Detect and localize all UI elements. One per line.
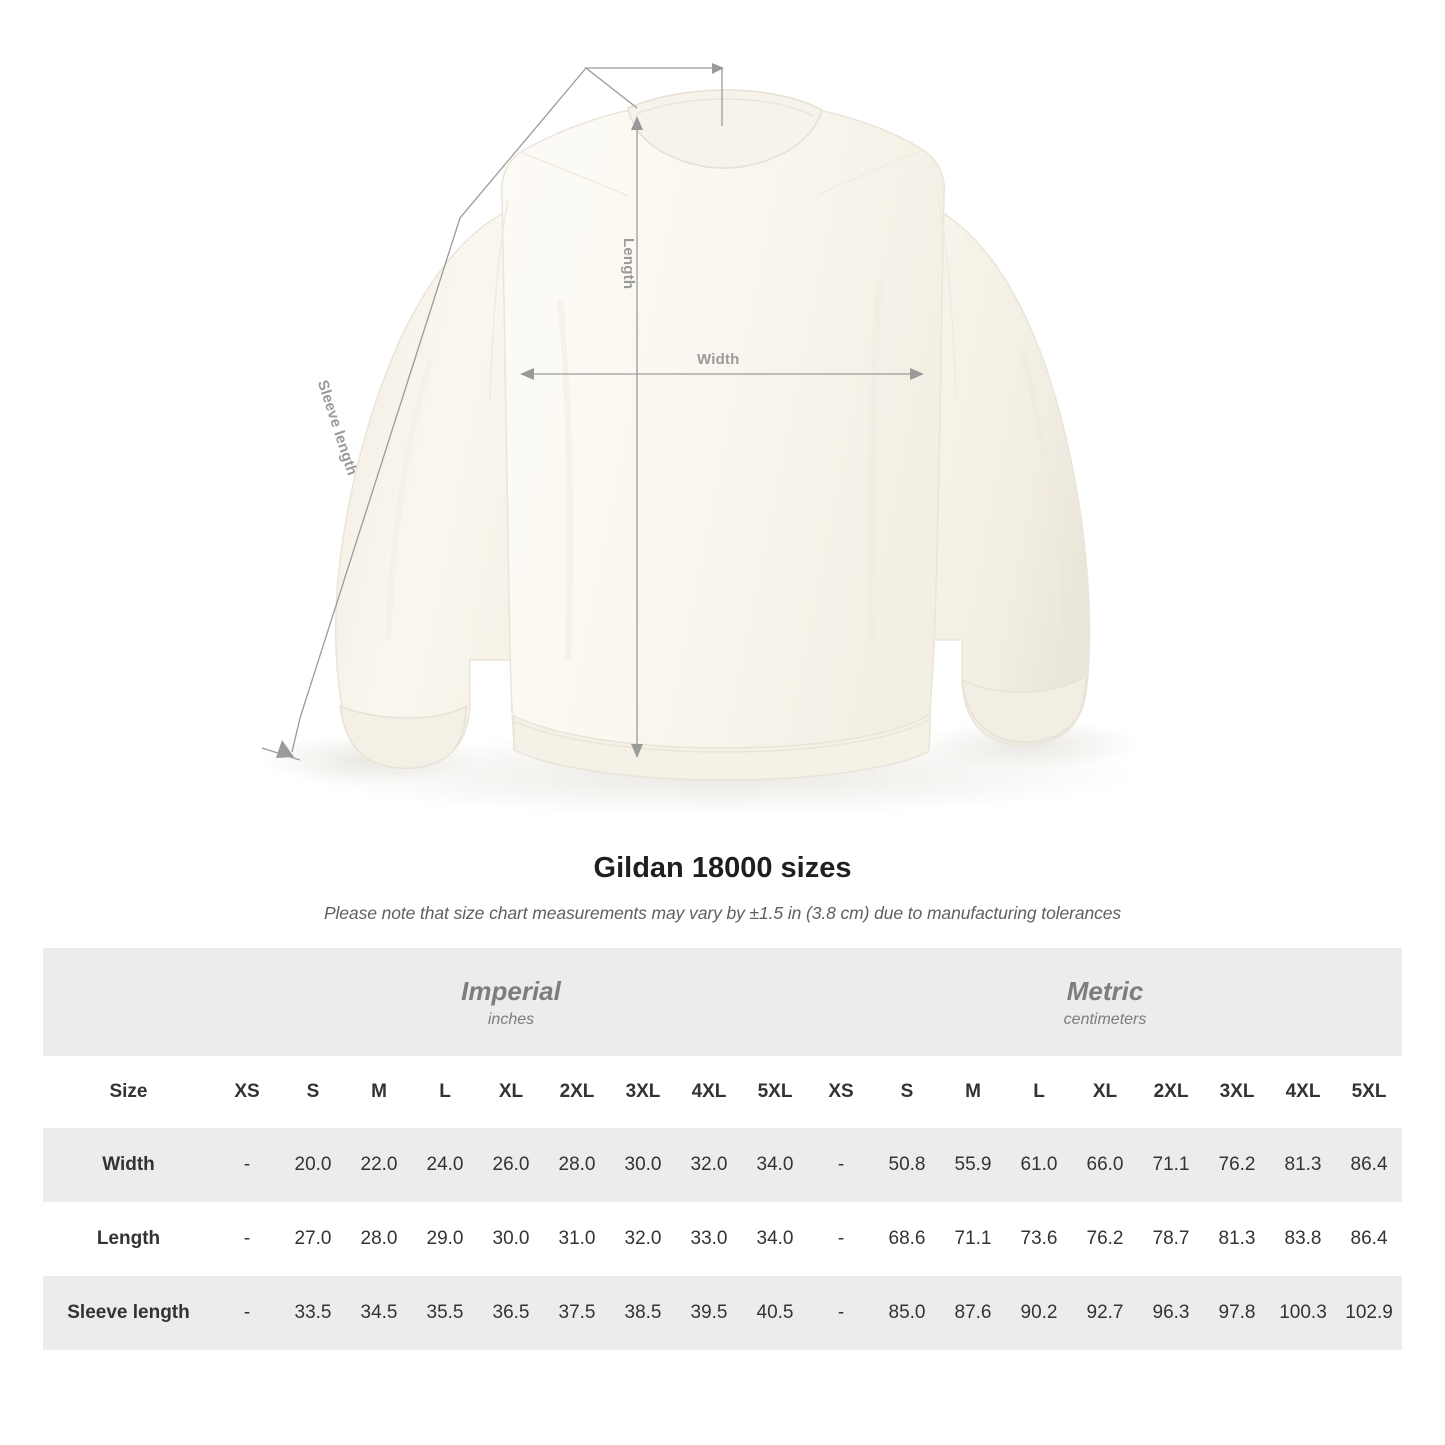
size-header-met-1: S [874, 1056, 940, 1128]
cell-length-met-4: 76.2 [1072, 1202, 1138, 1276]
cell-sleeve-met-5: 96.3 [1138, 1276, 1204, 1350]
row-label-sleeve-length: Sleeve length [43, 1276, 214, 1350]
size-header-met-7: 4XL [1270, 1056, 1336, 1128]
cell-length-met-7: 83.8 [1270, 1202, 1336, 1276]
size-column-header: Size [43, 1056, 214, 1128]
cell-length-imp-6: 32.0 [610, 1202, 676, 1276]
size-header-met-5: 2XL [1138, 1056, 1204, 1128]
row-label-length: Length [43, 1202, 214, 1276]
cell-width-imp-7: 32.0 [676, 1128, 742, 1202]
cell-sleeve-imp-6: 38.5 [610, 1276, 676, 1350]
cell-length-met-2: 71.1 [940, 1202, 1006, 1276]
size-header-imp-2: M [346, 1056, 412, 1128]
width-dimension-label: Width [697, 351, 740, 368]
size-header-imp-6: 3XL [610, 1056, 676, 1128]
cell-sleeve-met-3: 90.2 [1006, 1276, 1072, 1350]
cell-width-imp-5: 28.0 [544, 1128, 610, 1202]
cell-width-met-7: 81.3 [1270, 1128, 1336, 1202]
cell-length-imp-0: - [214, 1202, 280, 1276]
size-header-imp-0: XS [214, 1056, 280, 1128]
size-table-container [43, 948, 1402, 1350]
size-header-met-6: 3XL [1204, 1056, 1270, 1128]
cell-width-imp-4: 26.0 [478, 1128, 544, 1202]
cell-sleeve-imp-1: 33.5 [280, 1276, 346, 1350]
cell-width-met-4: 66.0 [1072, 1128, 1138, 1202]
cell-width-imp-8: 34.0 [742, 1128, 808, 1202]
cell-length-met-6: 81.3 [1204, 1202, 1270, 1276]
cell-sleeve-met-2: 87.6 [940, 1276, 1006, 1350]
size-header-met-4: XL [1072, 1056, 1138, 1128]
tolerance-note: Please note that size chart measurements may vary by ±1.5 in (3.8 cm) due to manufacturing tolerances [323, 903, 1122, 923]
cell-width-imp-0: - [214, 1128, 280, 1202]
cell-length-imp-1: 27.0 [280, 1202, 346, 1276]
table-row [43, 1202, 1402, 1276]
size-header-met-2: M [940, 1056, 1006, 1128]
cell-sleeve-imp-4: 36.5 [478, 1276, 544, 1350]
imperial-label: Imperial [461, 975, 561, 1006]
size-header-imp-5: 2XL [544, 1056, 610, 1128]
cell-width-met-8: 86.4 [1336, 1128, 1402, 1202]
cell-sleeve-imp-3: 35.5 [412, 1276, 478, 1350]
size-header-met-3: L [1006, 1056, 1072, 1128]
cell-width-met-0: - [808, 1128, 874, 1202]
metric-label: Metric [1066, 975, 1144, 1006]
cell-length-imp-5: 31.0 [544, 1202, 610, 1276]
page-title: Gildan 18000 sizes [593, 852, 852, 884]
cell-width-imp-2: 22.0 [346, 1128, 412, 1202]
size-header-row [43, 1056, 1402, 1128]
cell-width-imp-6: 30.0 [610, 1128, 676, 1202]
cell-width-met-3: 61.0 [1006, 1128, 1072, 1202]
cell-sleeve-imp-8: 40.5 [742, 1276, 808, 1350]
size-header-imp-7: 4XL [676, 1056, 742, 1128]
length-dimension-label: Length [620, 238, 637, 290]
size-header-imp-3: L [412, 1056, 478, 1128]
cell-width-met-5: 71.1 [1138, 1128, 1204, 1202]
table-row [43, 1128, 1402, 1202]
cell-width-imp-3: 24.0 [412, 1128, 478, 1202]
cell-width-imp-1: 20.0 [280, 1128, 346, 1202]
cell-length-imp-4: 30.0 [478, 1202, 544, 1276]
imperial-sublabel: inches [487, 1011, 535, 1029]
cell-sleeve-imp-2: 34.5 [346, 1276, 412, 1350]
cell-length-imp-8: 34.0 [742, 1202, 808, 1276]
cell-width-met-6: 76.2 [1204, 1128, 1270, 1202]
table-row [43, 1276, 1402, 1350]
cell-length-met-3: 73.6 [1006, 1202, 1072, 1276]
cell-length-met-0: - [808, 1202, 874, 1276]
cell-length-imp-3: 29.0 [412, 1202, 478, 1276]
imperial-unit-header [214, 948, 808, 1056]
cell-length-imp-7: 33.0 [676, 1202, 742, 1276]
size-header-imp-8: 5XL [742, 1056, 808, 1128]
cell-length-met-8: 86.4 [1336, 1202, 1402, 1276]
cell-sleeve-met-6: 97.8 [1204, 1276, 1270, 1350]
cell-sleeve-met-0: - [808, 1276, 874, 1350]
cell-sleeve-imp-5: 37.5 [544, 1276, 610, 1350]
cell-length-imp-2: 28.0 [346, 1202, 412, 1276]
cell-sleeve-imp-7: 39.5 [676, 1276, 742, 1350]
cell-sleeve-met-7: 100.3 [1270, 1276, 1336, 1350]
units-header-row [43, 948, 1402, 1056]
size-header-met-8: 5XL [1336, 1056, 1402, 1128]
cell-sleeve-met-4: 92.7 [1072, 1276, 1138, 1350]
size-header-met-0: XS [808, 1056, 874, 1128]
cell-length-met-5: 78.7 [1138, 1202, 1204, 1276]
size-header-imp-1: S [280, 1056, 346, 1128]
metric-unit-header [808, 948, 1402, 1056]
size-table [43, 948, 1402, 1350]
cell-width-met-1: 50.8 [874, 1128, 940, 1202]
cell-length-met-1: 68.6 [874, 1202, 940, 1276]
cell-sleeve-met-8: 102.9 [1336, 1276, 1402, 1350]
cell-sleeve-met-1: 85.0 [874, 1276, 940, 1350]
sleeve-length-dimension-label: Sleeve length [313, 378, 361, 478]
cell-sleeve-imp-0: - [214, 1276, 280, 1350]
size-header-imp-4: XL [478, 1056, 544, 1128]
cell-width-met-2: 55.9 [940, 1128, 1006, 1202]
row-label-width: Width [43, 1128, 214, 1202]
metric-sublabel: centimeters [1063, 1011, 1147, 1029]
